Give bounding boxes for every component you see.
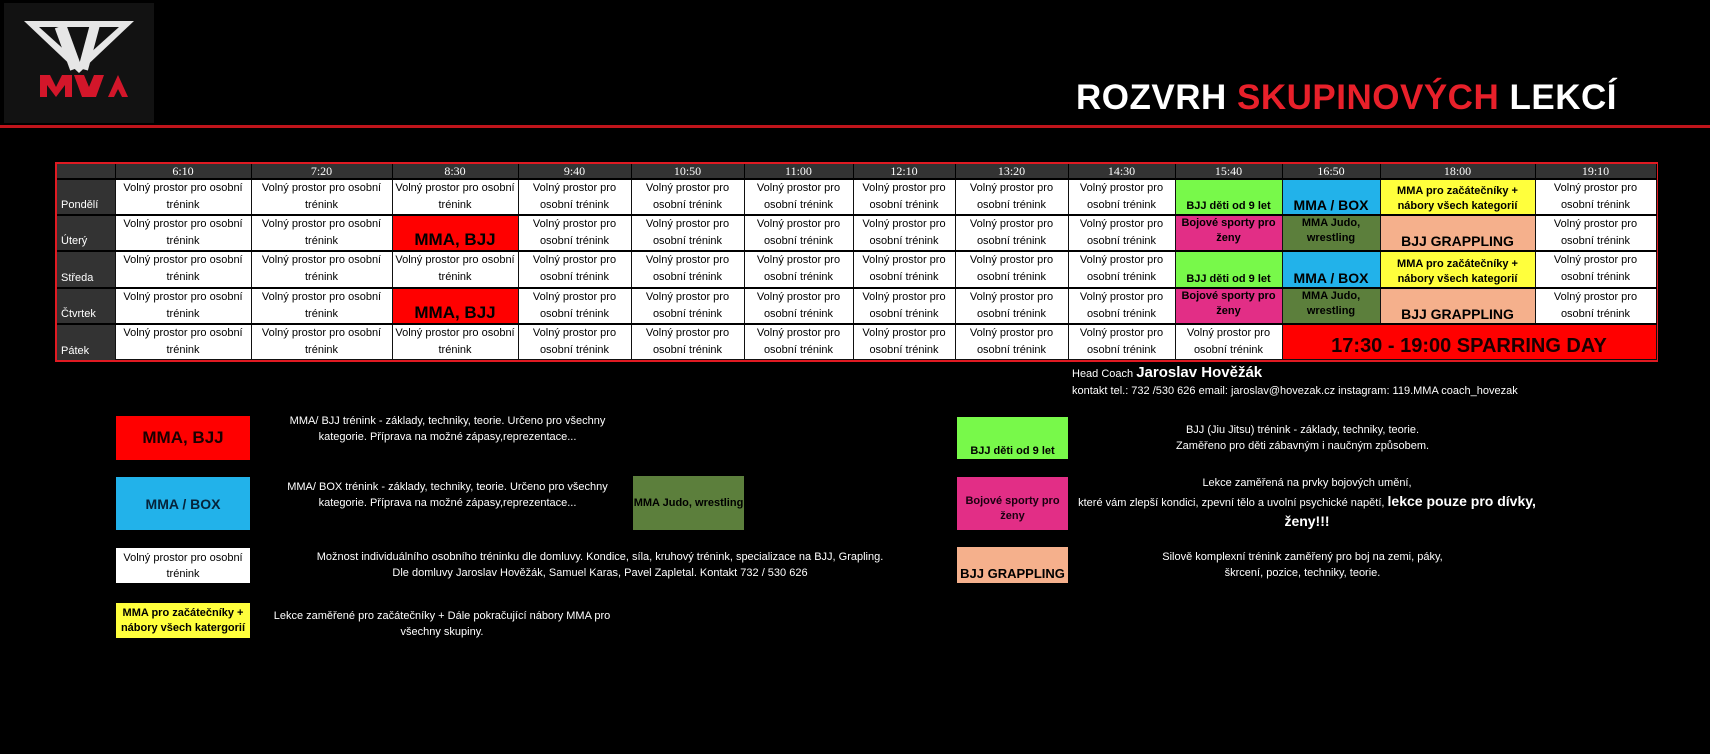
header-divider xyxy=(0,125,1710,128)
day-row xyxy=(57,251,1656,287)
slot-beginners: MMA pro začátečníky + nábory všech kategorií xyxy=(1380,251,1535,287)
slot-judo: MMA Judo, wrestling xyxy=(1282,215,1380,251)
slot-free: Volný prostor pro osobní trénink xyxy=(518,288,631,324)
slot-free: Volný prostor pro osobní trénink xyxy=(251,215,392,251)
title-part1: ROZVRH xyxy=(1076,78,1227,117)
slot-bjj-kids: BJJ děti od 9 let xyxy=(1175,251,1282,287)
title-part3: LEKCÍ xyxy=(1509,78,1617,117)
time-header: 8:30 xyxy=(392,164,518,179)
legend-mma-box-desc: MMA/ BOX trénink - základy, techniky, teorie. Určeno pro všechny kategorie. Příprava na možné zápasy,reprezentace... xyxy=(287,481,608,509)
legend-free-desc: Možnost individuálního osobního tréninku dle domluvy. Kondice, síla, kruhový trénink, specializace na BJJ, Grapling. Dle domluvy Jaroslav Hověžák, Samuel Karas, Pavel Zapletal. Kontakt 732 / 530 626 xyxy=(316,551,884,579)
logo-emblem xyxy=(4,3,154,123)
slot-free: Volný prostor pro osobní trénink xyxy=(115,179,251,215)
slot-free: Volný prostor pro osobní trénink xyxy=(853,324,955,360)
slot-free: Volný prostor pro osobní trénink xyxy=(631,251,744,287)
legend-judo-swatch: MMA Judo, wrestling xyxy=(633,476,744,530)
slot-free: Volný prostor pro osobní trénink xyxy=(392,251,518,287)
time-header: 14:30 xyxy=(1068,164,1175,179)
slot-free: Volný prostor pro osobní trénink xyxy=(853,288,955,324)
day-label: Čtvrtek xyxy=(57,288,115,324)
slot-free: Volný prostor pro osobní trénink xyxy=(1535,215,1656,251)
legend-mma-box-swatch: MMA / BOX xyxy=(116,477,250,530)
slot-free: Volný prostor pro osobní trénink xyxy=(1068,179,1175,215)
slot-beginners: MMA pro začátečníky + nábory všech kategorií xyxy=(1380,179,1535,215)
slot-free: Volný prostor pro osobní trénink xyxy=(744,324,853,360)
day-label: Úterý xyxy=(57,215,115,251)
page-title xyxy=(1076,78,1617,118)
legend-bjj-kids-desc: BJJ (Jiu Jitsu) trénink - základy, techniky, teorie. Zaměřeno pro děti zábavným i naučným způsobem. xyxy=(1175,424,1430,452)
day-row xyxy=(57,324,1656,360)
day-label: Pátek xyxy=(57,324,115,360)
slot-women: Bojové sporty pro ženy xyxy=(1175,288,1282,324)
slot-free: Volný prostor pro osobní trénink xyxy=(251,179,392,215)
legend-beginners-desc: Lekce zaměřené pro začátečníky + Dále pokračující nábory MMA pro všechny skupiny. xyxy=(273,610,611,638)
slot-sparring-day: 17:30 - 19:00 SPARRING DAY xyxy=(1282,324,1656,360)
legend-mma-bjj-desc: MMA/ BJJ trénink - základy, techniky, teorie. Určeno pro všechny kategorie. Příprava na možné zápasy,reprezentace... xyxy=(289,415,606,443)
schedule-frame xyxy=(55,162,1658,362)
slot-free: Volný prostor pro osobní trénink xyxy=(1535,251,1656,287)
slot-women: Bojové sporty pro ženy xyxy=(1175,215,1282,251)
slot-mma-box: MMA / BOX xyxy=(1282,251,1380,287)
slot-free: Volný prostor pro osobní trénink xyxy=(744,251,853,287)
slot-free: Volný prostor pro osobní trénink xyxy=(251,251,392,287)
time-header-row xyxy=(57,164,1656,179)
time-header: 9:40 xyxy=(518,164,631,179)
slot-grappling: BJJ GRAPPLING xyxy=(1380,215,1535,251)
time-header: 15:40 xyxy=(1175,164,1282,179)
coach-line xyxy=(1072,364,1262,381)
legend-bjj-kids-swatch: BJJ děti od 9 let xyxy=(957,417,1068,459)
slot-bjj-kids: BJJ děti od 9 let xyxy=(1175,179,1282,215)
slot-free: Volný prostor pro osobní trénink xyxy=(955,251,1068,287)
slot-mma-bjj: MMA, BJJ xyxy=(392,288,518,324)
slot-judo: MMA Judo, wrestling xyxy=(1282,288,1380,324)
coach-contact: kontakt tel.: 732 /530 626 email: jaroslav@hovezak.cz instagram: 119.MMA coach_hovezak xyxy=(1072,385,1518,397)
day-row xyxy=(57,288,1656,324)
legend-grappling-swatch: BJJ GRAPPLING xyxy=(957,547,1068,583)
time-header: 7:20 xyxy=(251,164,392,179)
legend-free-swatch: Volný prostor pro osobní trénink xyxy=(116,548,250,583)
slot-free: Volný prostor pro osobní trénink xyxy=(853,251,955,287)
slot-free: Volný prostor pro osobní trénink xyxy=(115,288,251,324)
slot-free: Volný prostor pro osobní trénink xyxy=(1068,251,1175,287)
slot-free: Volný prostor pro osobní trénink xyxy=(955,215,1068,251)
slot-free: Volný prostor pro osobní trénink xyxy=(251,324,392,360)
slot-free: Volný prostor pro osobní trénink xyxy=(115,324,251,360)
day-row xyxy=(57,215,1656,251)
slot-free: Volný prostor pro osobní trénink xyxy=(1068,215,1175,251)
day-label: Pondělí xyxy=(57,179,115,215)
slot-free: Volný prostor pro osobní trénink xyxy=(251,288,392,324)
slot-free: Volný prostor pro osobní trénink xyxy=(853,215,955,251)
schedule-table xyxy=(57,164,1657,360)
slot-free: Volný prostor pro osobní trénink xyxy=(955,179,1068,215)
legend-beginners-swatch: MMA pro začátečníky + nábory všech katergorií xyxy=(116,603,250,638)
header-corner xyxy=(57,164,115,179)
slot-free: Volný prostor pro osobní trénink xyxy=(631,215,744,251)
slot-mma-bjj: MMA, BJJ xyxy=(392,215,518,251)
time-header: 19:10 xyxy=(1535,164,1656,179)
day-row xyxy=(57,179,1656,215)
time-header: 13:20 xyxy=(955,164,1068,179)
time-header: 10:50 xyxy=(631,164,744,179)
slot-free: Volný prostor pro osobní trénink xyxy=(744,179,853,215)
slot-free: Volný prostor pro osobní trénink xyxy=(115,251,251,287)
slot-free: Volný prostor pro osobní trénink xyxy=(1068,324,1175,360)
time-header: 11:00 xyxy=(744,164,853,179)
coach-name: Jaroslav Hověžák xyxy=(1136,364,1263,381)
slot-free: Volný prostor pro osobní trénink xyxy=(744,288,853,324)
slot-free: Volný prostor pro osobní trénink xyxy=(518,179,631,215)
slot-free: Volný prostor pro osobní trénink xyxy=(955,288,1068,324)
time-header: 6:10 xyxy=(115,164,251,179)
slot-free: Volný prostor pro osobní trénink xyxy=(631,324,744,360)
logo xyxy=(4,3,154,123)
time-header: 12:10 xyxy=(853,164,955,179)
slot-free: Volný prostor pro osobní trénink xyxy=(1068,288,1175,324)
slot-free: Volný prostor pro osobní trénink xyxy=(115,215,251,251)
slot-free: Volný prostor pro osobní trénink xyxy=(1535,288,1656,324)
slot-mma-box: MMA / BOX xyxy=(1282,179,1380,215)
time-header: 18:00 xyxy=(1380,164,1535,179)
day-label: Středa xyxy=(57,251,115,287)
title-part2: SKUPINOVÝCH xyxy=(1237,78,1500,117)
slot-free: Volný prostor pro osobní trénink xyxy=(518,215,631,251)
legend-grappling-desc: Silově komplexní trénink zaměřený pro boj na zemi, páky, škrcení, pozice, techniky, teorie. xyxy=(1162,551,1443,579)
slot-free: Volný prostor pro osobní trénink xyxy=(955,324,1068,360)
slot-free: Volný prostor pro osobní trénink xyxy=(518,324,631,360)
slot-grappling: BJJ GRAPPLING xyxy=(1380,288,1535,324)
slot-free: Volný prostor pro osobní trénink xyxy=(392,179,518,215)
slot-free: Volný prostor pro osobní trénink xyxy=(392,324,518,360)
legend-mma-bjj-swatch: MMA, BJJ xyxy=(116,416,250,460)
slot-free: Volný prostor pro osobní trénink xyxy=(744,215,853,251)
time-header: 16:50 xyxy=(1282,164,1380,179)
legend-women-swatch: Bojové sporty pro ženy xyxy=(957,477,1068,530)
slot-free: Volný prostor pro osobní trénink xyxy=(518,251,631,287)
legend-women-desc: Lekce zaměřená na prvky bojových umění, které vám zlepší kondici, zpevní tělo a uvolní psychické napětí, lekce pouze pro dívky, ženy!!! xyxy=(1078,477,1536,529)
slot-free: Volný prostor pro osobní trénink xyxy=(1535,179,1656,215)
slot-free: Volný prostor pro osobní trénink xyxy=(1175,324,1282,360)
coach-prefix: Head Coach xyxy=(1072,368,1134,380)
slot-free: Volný prostor pro osobní trénink xyxy=(853,179,955,215)
slot-free: Volný prostor pro osobní trénink xyxy=(631,288,744,324)
slot-free: Volný prostor pro osobní trénink xyxy=(631,179,744,215)
